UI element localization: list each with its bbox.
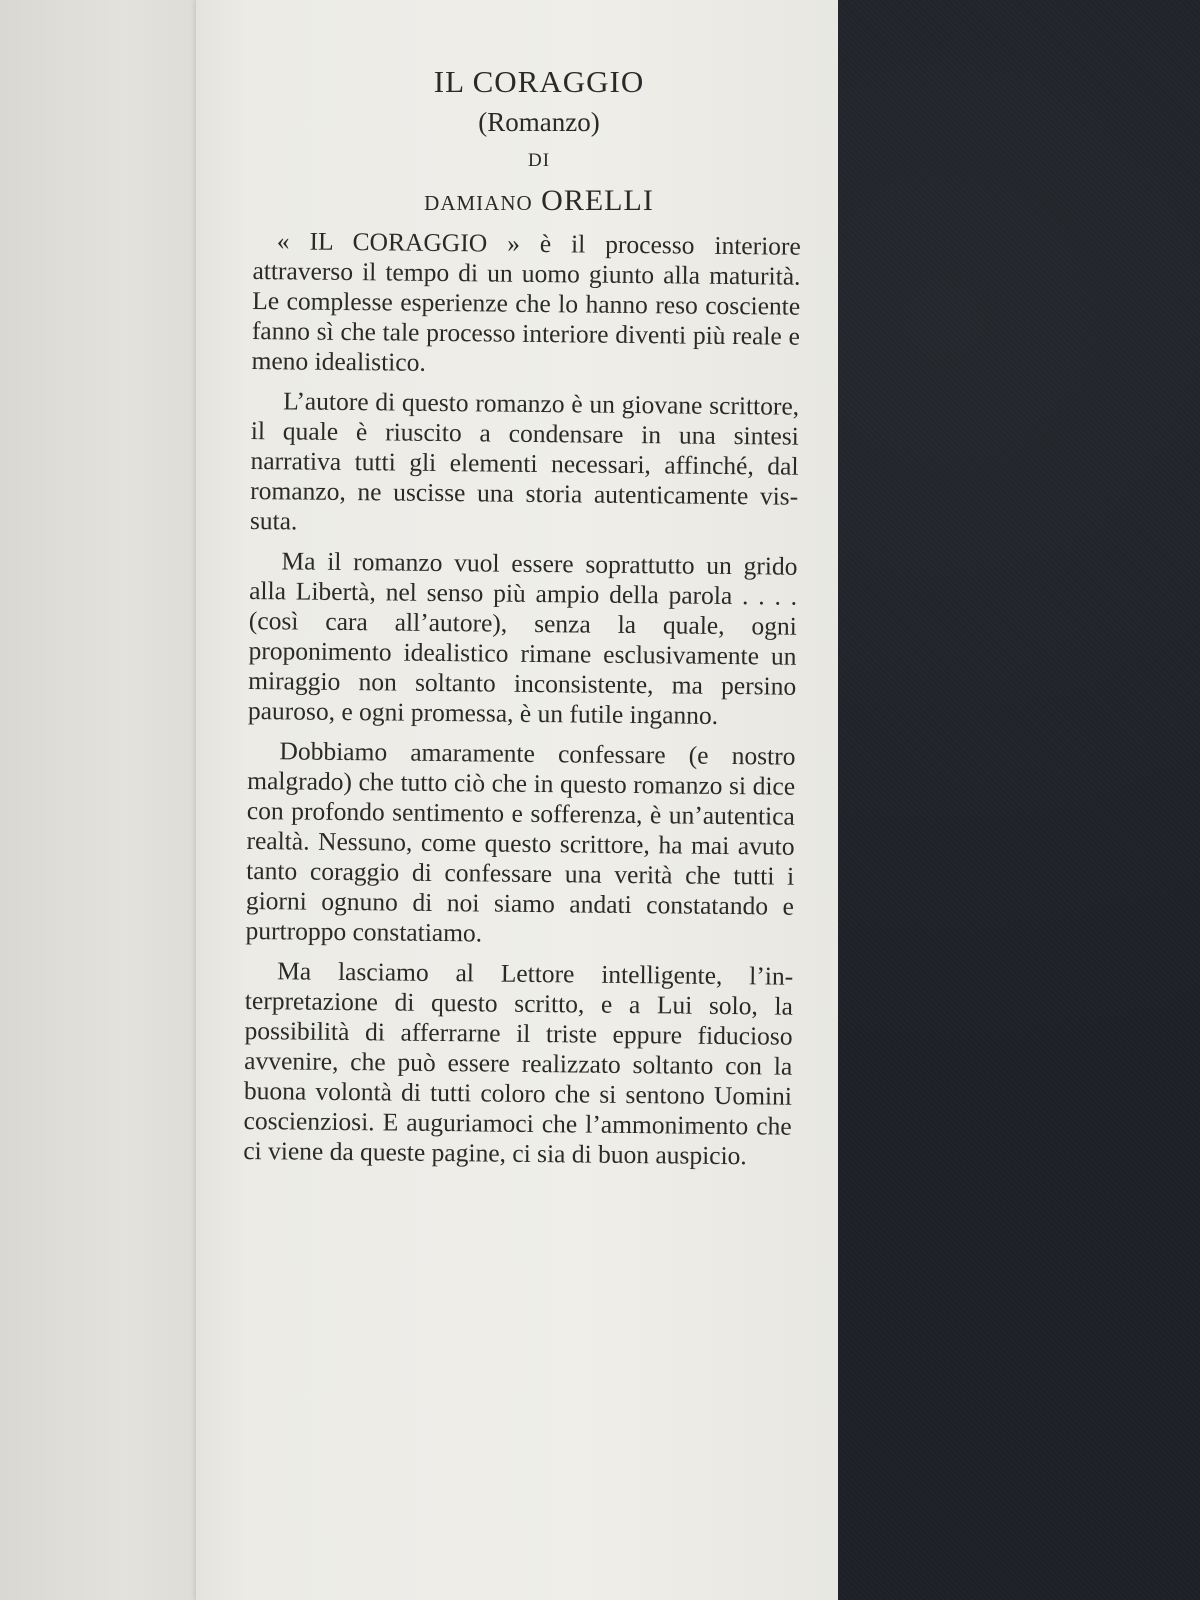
paragraph-2: L’autore di questo romanzo è un giovane scrittore, il quale è riuscito a condensare in una sintesi narrativa tutti gli elementi necessari, affinché, dal romanzo, ne uscisse una storia autenticamente vissuta. xyxy=(249,386,800,536)
book-title: IL CORAGGIO xyxy=(433,64,645,99)
paragraph-4: Dobbiamo amaramente confessare (e nostro malgrado) che tutto ciò che in questo romanzo si dice con profondo sentimento e sofferenza, è un’autentica realtà. Nessuno, come questo scrittore, ha mai avuto tanto coraggio di confessare una verità che tutti i giorni ognuno di noi siamo andati constatando e purtroppo constatiamo. xyxy=(245,736,796,948)
byline: DI xyxy=(527,150,551,171)
description-text xyxy=(243,226,801,1182)
paragraph-3: Ma il romanzo vuol essere soprattutto un grido alla Libertà, nel senso più ampio della parola . . . . (così cara all’autore), senza la quale, ogni proponimento idealistico rimane esclusivamente un miraggio non soltanto inconsistente, ma persino pauroso, e ogni promessa, è un futile inganno. xyxy=(247,546,798,730)
dark-fabric-background xyxy=(838,0,1200,1600)
author-last-name: ORELLI xyxy=(541,184,654,217)
heading-block xyxy=(196,0,842,224)
paragraph-1: « IL CORAGGIO » è il processo interiore attraverso il tempo di un uomo giunto alla maturità. Le complesse esperienze che lo hanno reso cosciente fanno sì che tale processo interiore diventi più reale e meno idealistico. xyxy=(251,226,801,377)
paragraph-5: Ma lasciamo al Lettore intelligente, l’interpretazione di questo scritto, e a Lui solo, la possibilità di afferrarne il triste eppure fiducioso avvenire, che può essere realizzato soltanto con la buona volontà di tutti coloro che si sentono Uomini coscienziosi. E auguriamoci che l’ammonimento che ci viene da queste pagine, ci sia di buon auspicio. xyxy=(243,956,794,1171)
leaflet-page xyxy=(196,0,842,1600)
author-name xyxy=(236,180,842,224)
author-first-name: DAMIANO xyxy=(424,191,533,215)
left-book-page xyxy=(0,0,210,1600)
book-subtitle: (Romanzo) xyxy=(478,107,600,137)
